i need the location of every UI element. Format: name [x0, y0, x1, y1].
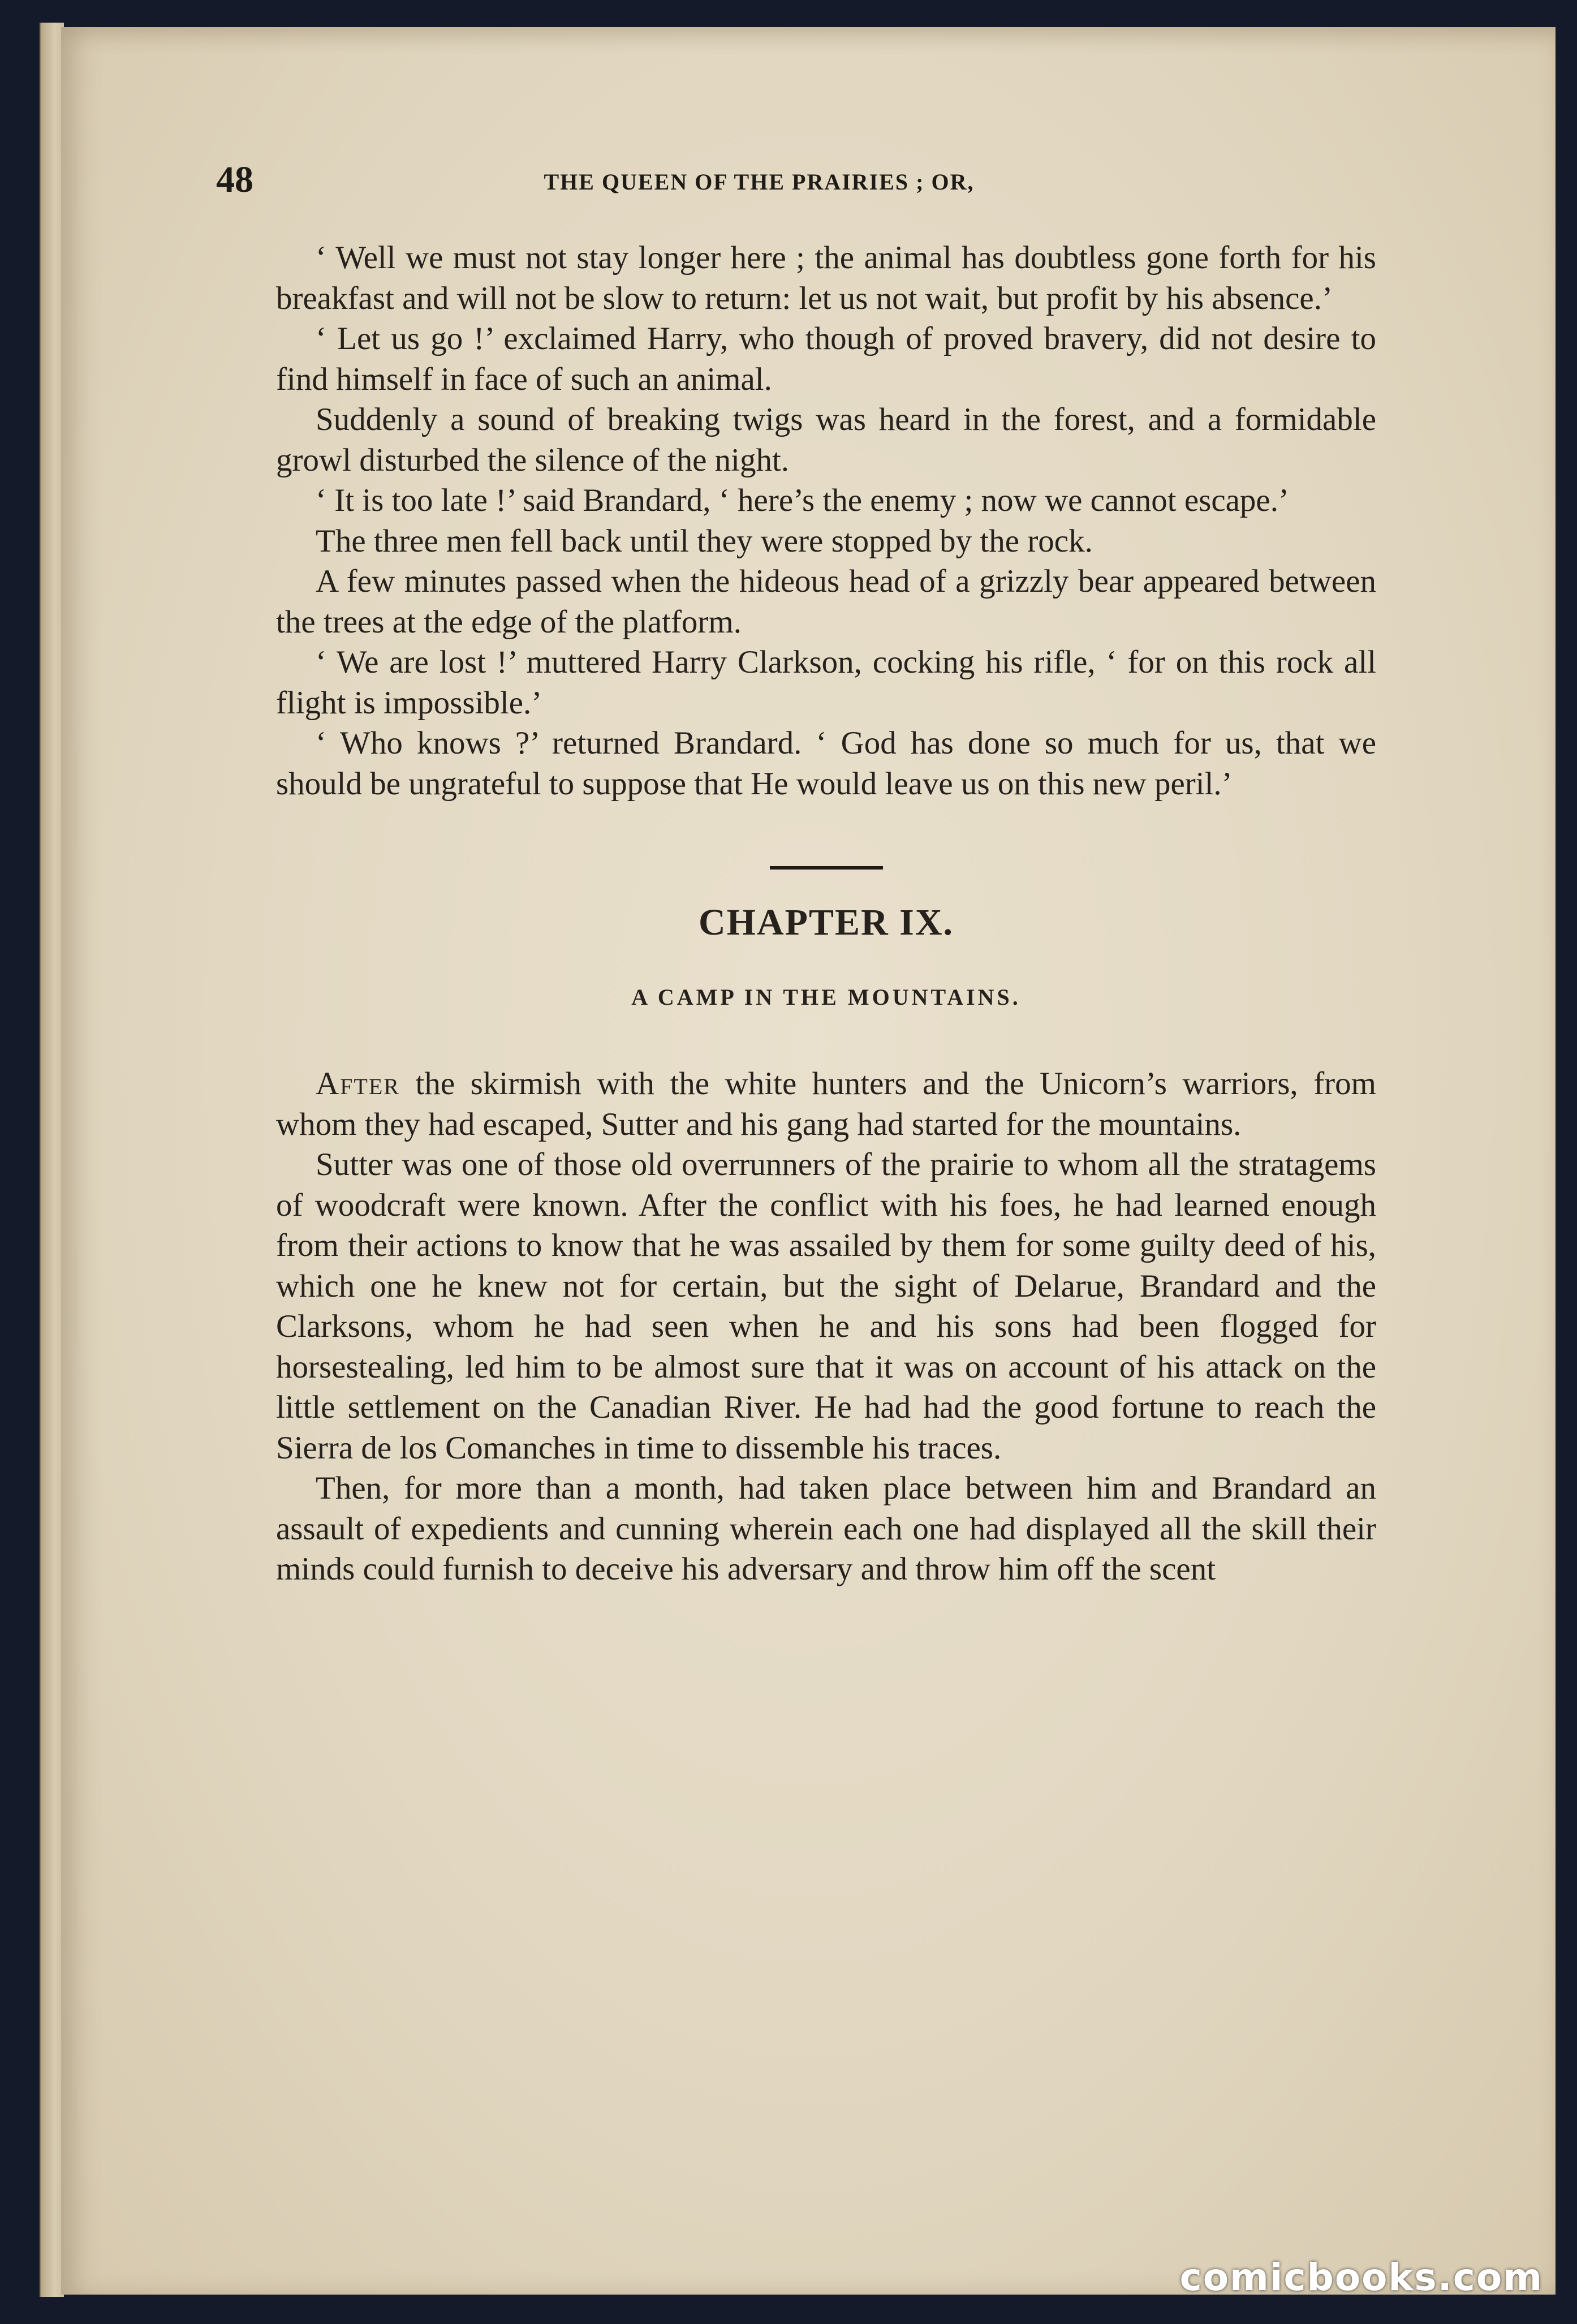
paragraph: Sutter was one of those old overrunners of the prairie to whom all the stratagems of woodcraft were known. After the conflict with his foes, he had learned enough from their actions to know that he was assailed by them for some guilty deed of his, which one he knew not for certain, but the sight of Delarue, Brandard and the Clarksons, whom he had seen when he and his sons had been flogged for horsestealing, led him to be almost sure that it was on account of his attack on the little settlement on the Canadian River. He had had the good fortune to reach the Sierra de los Comanches in time to dissemble his traces.	[276, 1147, 1376, 1466]
paragraph: Suddenly a sound of breaking twigs was heard in the forest, and a formidable growl disturbed the silence of the night.	[276, 402, 1376, 478]
paragraph: ‘ It is too late !’ said Brandard, ‘ here’s the enemy ; now we cannot escape.’	[316, 483, 1289, 518]
chapter-first-paragraph	[276, 1064, 1376, 1144]
paragraph: Then, for more than a month, had taken place between him and Brandard an assault of expedients and cunning wherein each one had displayed all the skill their minds could furnish to deceive his adversary and throw him off the scent	[276, 1470, 1376, 1587]
chapter-subtitle: A CAMP IN THE MOUNTAINS.	[631, 984, 1021, 1010]
body-text	[276, 238, 1376, 1590]
paragraph: ‘ We are lost !’ muttered Harry Clarkson, cocking his rifle, ‘ for on this rock all flight is impossible.’	[276, 644, 1376, 721]
page-header	[216, 136, 1178, 198]
paragraph: ‘ Well we must not stay longer here ; the animal has doubtless gone forth for his breakfast and will not be slow to return: let us not wait, but profit by his absence.’	[276, 240, 1376, 316]
paragraph: The three men fell back until they were stopped by the rock.	[316, 523, 1093, 559]
page-edge-stack	[40, 23, 64, 2297]
chapter-divider-rule	[770, 866, 883, 870]
chapter-first-paragraph-text: the skirmish with the white hunters and the Unicorn’s warriors, from whom they had escaped, Sutter and his gang had started for the mountains.	[276, 1066, 1376, 1142]
chapter-lead-word: After	[316, 1066, 400, 1101]
page-number: 48	[216, 159, 253, 200]
site-watermark: comicbooks.com	[1179, 2256, 1543, 2299]
chapter-title: CHAPTER IX.	[698, 902, 954, 943]
running-head: THE QUEEN OF THE PRAIRIES ; OR,	[544, 169, 975, 195]
paragraph: A few minutes passed when the hideous head of a grizzly bear appeared between the trees at the edge of the platform.	[276, 563, 1376, 640]
paragraph: ‘ Who knows ?’ returned Brandard. ‘ God has done so much for us, that we should be ungrateful to suppose that He would leave us on this new peril.’	[276, 725, 1376, 802]
paragraph: ‘ Let us go !’ exclaimed Harry, who though of proved bravery, did not desire to find himself in face of such an animal.	[276, 321, 1376, 397]
